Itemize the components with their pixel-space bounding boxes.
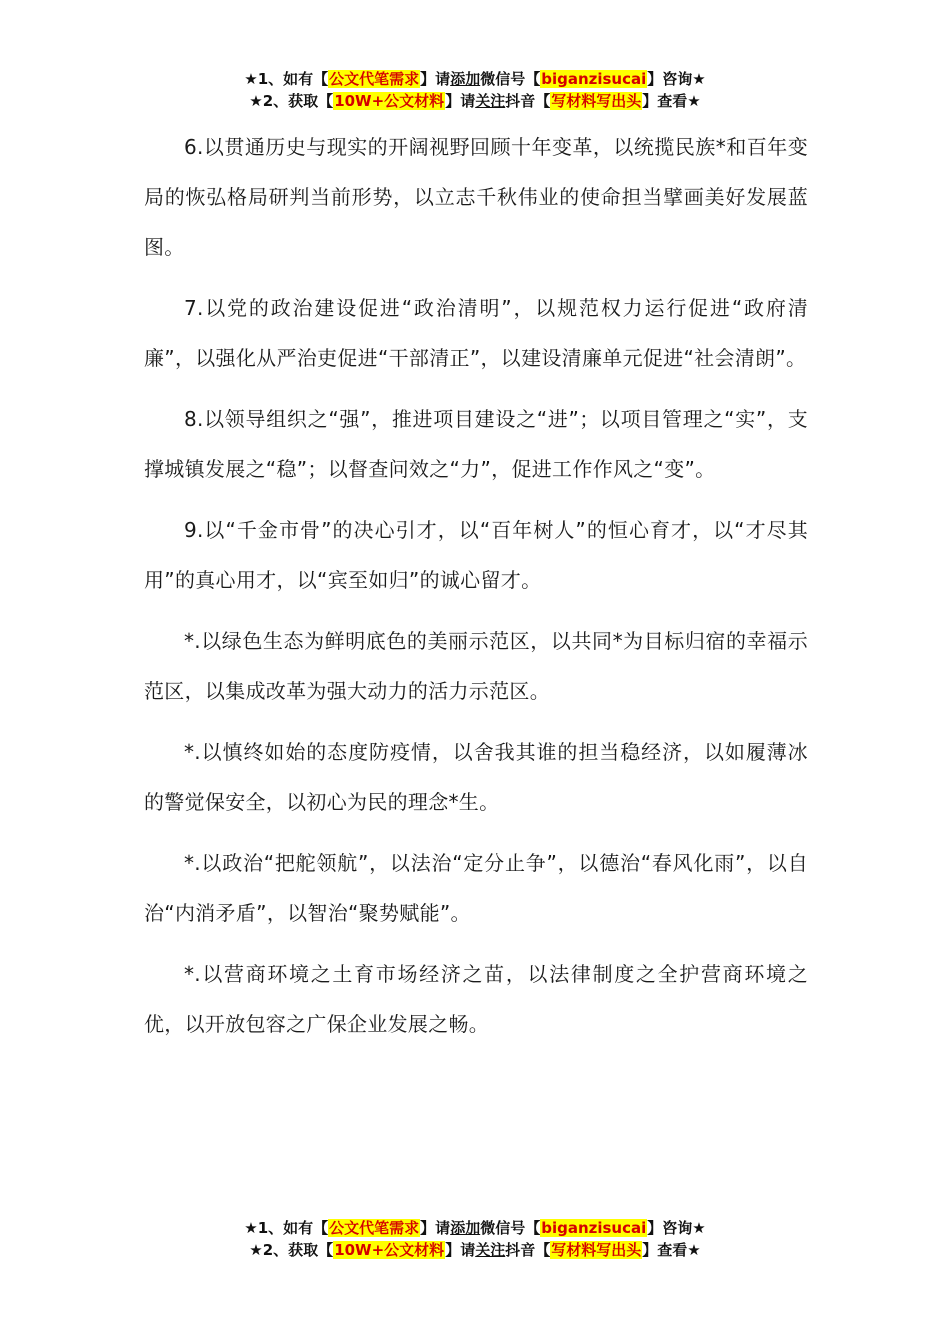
paragraph-epidemic: *.以慎终如始的态度防疫情，以舍我其谁的担当稳经济，以如履薄冰的警觉保安全，以初心为民的理念*生。 [144,740,808,814]
banner-text: 微信号【 [480,70,541,88]
banner-text: 】请 [445,92,476,110]
banner-line-2 [0,90,950,112]
banner-highlight: 10W+公文材料 [334,1241,445,1259]
banner-highlight: 公文代笔需求 [329,70,420,88]
banner-underlined-text: 添加 [450,70,481,88]
banner-highlight-wechat-id: biganzisucai [541,70,647,88]
banner-text: 抖音【 [505,1241,551,1259]
banner-text: 】查看★ [642,92,701,110]
paragraph-business-env: *.以营商环境之土育市场经济之苗，以法律制度之全护营商环境之优，以开放包容之广保企业发展之畅。 [144,962,808,1036]
banner-highlight: 公文代笔需求 [329,1219,420,1237]
footer-banner [0,1217,950,1261]
document-body [144,122,808,1060]
banner-text: 微信号【 [480,1219,541,1237]
banner-text: 】请 [445,1241,476,1259]
banner-underlined-text: 添加 [450,1219,481,1237]
banner-line-1 [0,68,950,90]
banner-highlight-wechat-id: biganzisucai [541,1219,647,1237]
banner-text: 】咨询★ [647,70,706,88]
banner-highlight-douyin: 写材料写出头 [551,1241,642,1259]
banner-text: 】请 [420,70,451,88]
banner-text: 】咨询★ [647,1219,706,1237]
banner-line-2 [0,1239,950,1261]
banner-text: ★1、如有【 [244,70,329,88]
banner-text: ★2、获取【 [249,92,334,110]
banner-highlight: 10W+公文材料 [334,92,445,110]
paragraph-demo-zone: *.以绿色生态为鲜明底色的美丽示范区，以共同*为目标归宿的幸福示范区，以集成改革为强大动力的活力示范区。 [144,629,808,703]
banner-text: ★2、获取【 [249,1241,334,1259]
paragraph-7: 7.以党的政治建设促进“政治清明”，以规范权力运行促进“政府清廉”，以强化从严治吏促进“干部清正”，以建设清廉单元促进“社会清朗”。 [144,296,808,370]
paragraph-8: 8.以领导组织之“强”，推进项目建设之“进”；以项目管理之“实”，支撑城镇发展之“稳”；以督查问效之“力”，促进工作作风之“变”。 [144,407,808,481]
banner-text: 抖音【 [505,92,551,110]
paragraph-9: 9.以“千金市骨”的决心引才，以“百年树人”的恒心育才，以“才尽其用”的真心用才，以“宾至如归”的诚心留才。 [144,518,808,592]
banner-underlined-text: 关注 [475,92,506,110]
banner-underlined-text: 关注 [475,1241,506,1259]
banner-text: 】请 [420,1219,451,1237]
paragraph-6: 6.以贯通历史与现实的开阔视野回顾十年变革，以统揽民族*和百年变局的恢弘格局研判当前形势，以立志千秋伟业的使命担当擘画美好发展蓝图。 [144,135,808,259]
banner-line-1 [0,1217,950,1239]
banner-text: 】查看★ [642,1241,701,1259]
header-banner [0,68,950,112]
banner-text: ★1、如有【 [244,1219,329,1237]
banner-highlight-douyin: 写材料写出头 [551,92,642,110]
paragraph-governance: *.以政治“把舵领航”，以法治“定分止争”，以德治“春风化雨”，以自治“内消矛盾”，以智治“聚势赋能”。 [144,851,808,925]
